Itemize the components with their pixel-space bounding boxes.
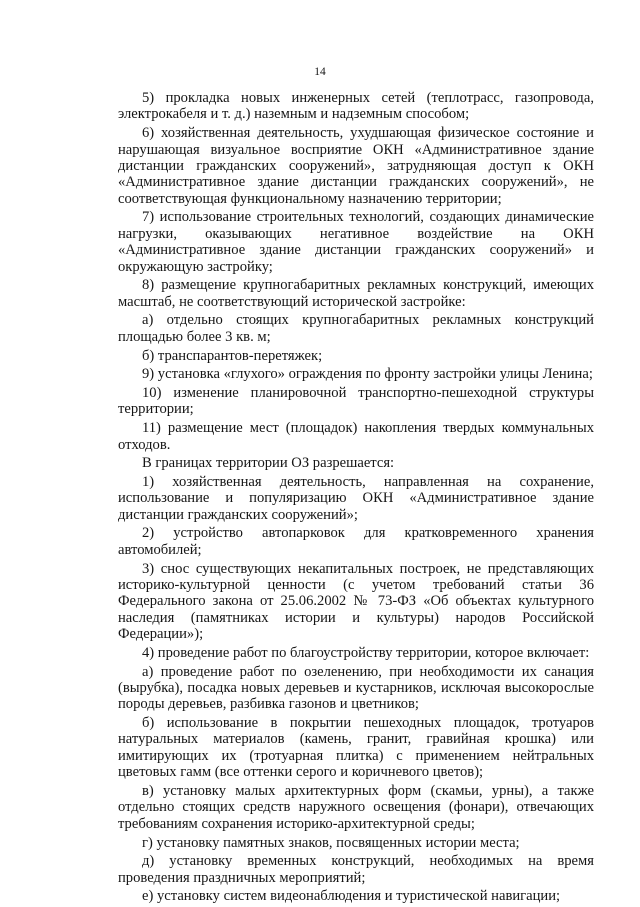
paragraph-subitem-8b: б) транспарантов-перетяжек; [142,347,323,364]
paragraph-item-11: 11) размещение мест (площадок) накопления твердых коммунальных отходов. [118,420,594,453]
allowed-subitem-4b: б) использование в покрытии пешеходных площадок, тротуаров натуральных материалов (камень, гранит, гравийная крошка) или имитирующих их (тротуарная плитка) с применением нейтральных цветовых гамм (все оттенки серого и коричневого цветов); [118,715,594,781]
section-intro-allowed: В границах территории ОЗ разрешается: [142,455,395,472]
paragraph-item-7: 7) использование строительных технологий, создающих динамические нагрузки, оказывающих негативное воздействие на ОКН «Административное здание дистанции гражданских сооружений» и окружающую застройку; [118,209,594,275]
document-body [118,90,594,907]
paragraph-item-5: 5) прокладка новых инженерных сетей (теплотрасс, газопровода, электрокабеля и т. д.) наземным и надземным способом; [118,90,594,123]
allowed-item-4: 4) проведение работ по благоустройству территории, которое включает: [142,644,590,661]
paragraph-item-6: 6) хозяйственная деятельность, ухудшающая физическое состояние и нарушающая визуальное восприятие ОКН «Административное здание дистанции гражданских сооружений», затрудняющая доступ к ОКН «Административное здание дистанции гражданских сооружений», не соответствующая функциональному назначению территории; [118,125,594,207]
page-number: 14 [314,66,326,78]
allowed-subitem-4v: в) установку малых архитектурных форм (скамьи, урны), а также отдельно стоящих средств наружного освещения (фонари), отвечающих требованиям сохранения историко-архитектурной среды; [118,783,594,832]
allowed-item-2: 2) устройство автопарковок для кратковременного хранения автомобилей; [118,525,594,558]
paragraph-subitem-8a: а) отдельно стоящих крупногабаритных рекламных конструкций площадью более 3 кв. м; [118,312,594,345]
allowed-subitem-4a: а) проведение работ по озеленению, при необходимости их санация (вырубка), посадка новых деревьев и кустарников, исключая высокорослые породы деревьев, разбивка газонов и цветников; [118,663,594,713]
paragraph-item-9: 9) установка «глухого» ограждения по фронту застройки улицы Ленина; [142,366,593,383]
allowed-subitem-4d: д) установку временных конструкций, необходимых на время проведения праздничных мероприятий; [118,853,594,886]
allowed-subitem-4g: г) установку памятных знаков, посвященных истории места; [142,834,520,851]
allowed-item-3: 3) снос существующих некапитальных построек, не представляющих историко-культурной ценности (с учетом требований статьи 36 Федерального закона от 25.06.2002 № 73-ФЗ «Об объектах культурного наследия (памятниках истории и культуры) народов Российской Федерации»); [118,560,594,643]
paragraph-item-8: 8) размещение крупногабаритных рекламных конструкций, имеющих масштаб, не соответствующий исторической застройке: [118,277,594,310]
paragraph-item-10: 10) изменение планировочной транспортно-пешеходной структуры территории; [118,384,594,418]
allowed-subitem-4e: е) установку систем видеонаблюдения и туристической навигации; [142,888,561,905]
allowed-item-1: 1) хозяйственная деятельность, направленная на сохранение, использование и популяризацию ОКН «Административное здание дистанции гражданских сооружений»; [118,473,594,523]
